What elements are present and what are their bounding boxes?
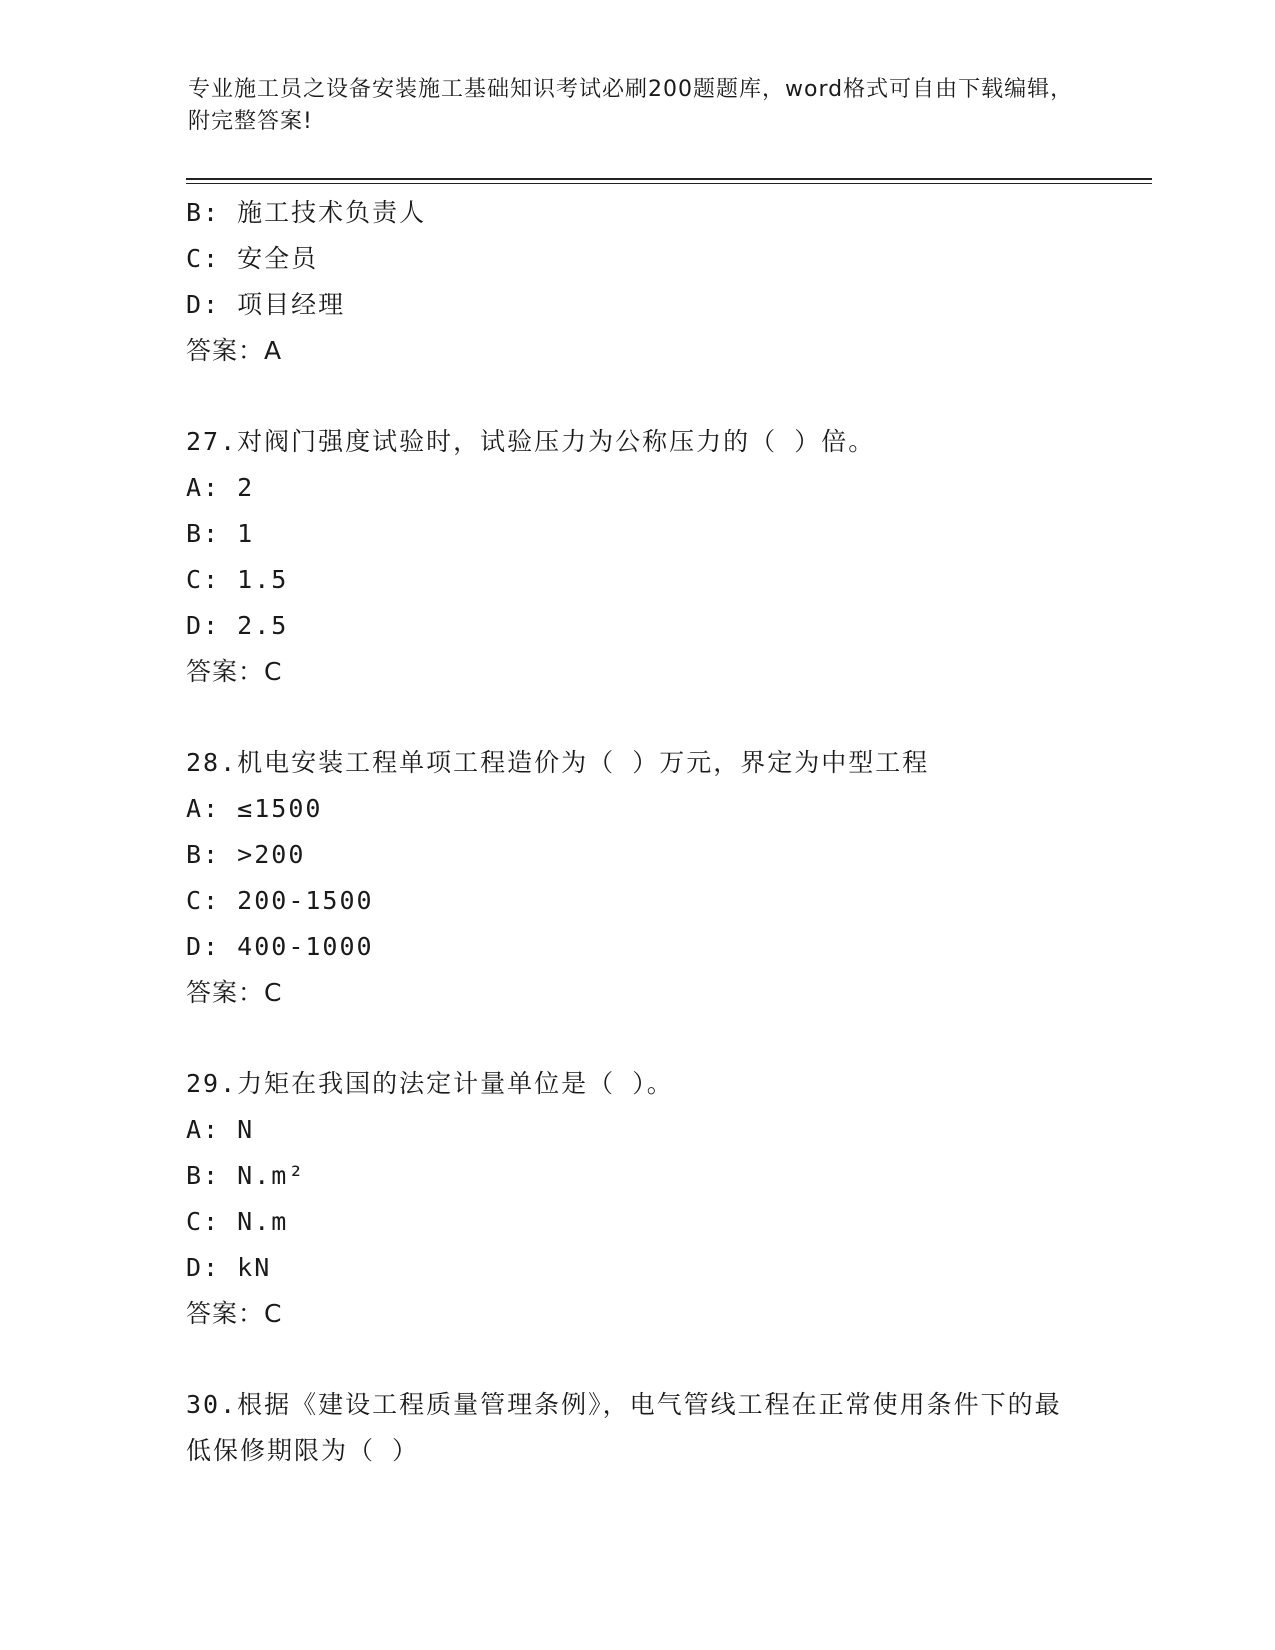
option-text: ≤1500	[237, 794, 323, 823]
option-a	[186, 786, 1086, 832]
question-text: 29.力矩在我国的法定计量单位是（ ）。	[186, 1069, 674, 1098]
option-text: >200	[237, 840, 306, 869]
option-text: N.m²	[237, 1161, 306, 1190]
option-text: N	[237, 1115, 255, 1144]
question-30	[186, 1382, 1086, 1474]
option-key: B:	[186, 198, 221, 227]
answer-line: 答案：C	[186, 978, 283, 1007]
option-key: C:	[186, 886, 221, 915]
question-28	[186, 740, 1086, 1015]
option-text: 1.5	[237, 565, 289, 594]
option-text: 2.5	[237, 611, 289, 640]
option-text: 400-1000	[237, 932, 374, 961]
option-text: 项目经理	[237, 290, 346, 319]
option-b	[186, 190, 1086, 236]
option-c	[186, 1199, 1086, 1245]
option-a	[186, 465, 1086, 511]
option-b	[186, 511, 1086, 557]
option-key: B:	[186, 1161, 221, 1190]
option-text: 施工技术负责人	[237, 198, 427, 227]
option-key: A:	[186, 473, 221, 502]
option-text: 安全员	[237, 244, 319, 273]
header-rule-thin	[186, 183, 1152, 184]
option-d	[186, 282, 1086, 328]
option-text: N.m	[237, 1207, 289, 1236]
option-key: A:	[186, 794, 221, 823]
answer-line: 答案：A	[186, 336, 283, 365]
answer-line: 答案：C	[186, 657, 283, 686]
option-key: B:	[186, 840, 221, 869]
question-26-continued	[186, 190, 1086, 373]
option-text: 2	[237, 473, 255, 502]
option-text: 1	[237, 519, 255, 548]
option-a	[186, 1107, 1086, 1153]
option-key: B:	[186, 519, 221, 548]
option-key: D:	[186, 290, 221, 319]
option-b	[186, 832, 1086, 878]
answer-line: 答案：C	[186, 1299, 283, 1328]
option-key: C:	[186, 244, 221, 273]
option-key: C:	[186, 565, 221, 594]
option-key: C:	[186, 1207, 221, 1236]
question-text: 30.根据《建设工程质量管理条例》，电气管线工程在正常使用条件下的最低保修期限为（ ）	[186, 1390, 1062, 1465]
option-key: D:	[186, 932, 221, 961]
option-key: A:	[186, 1115, 221, 1144]
option-c	[186, 557, 1086, 603]
option-d	[186, 924, 1086, 970]
option-d	[186, 1245, 1086, 1291]
header-rule-thick	[186, 178, 1152, 180]
question-27	[186, 419, 1086, 694]
option-b	[186, 1153, 1086, 1199]
question-list	[186, 190, 1086, 1474]
question-text: 28.机电安装工程单项工程造价为（ ）万元，界定为中型工程	[186, 748, 930, 777]
option-text: kN	[237, 1253, 272, 1282]
document-header: 专业施工员之设备安装施工基础知识考试必刷200题题库，word格式可自由下载编辑，附完整答案!	[188, 77, 1074, 134]
option-key: D:	[186, 611, 221, 640]
question-29	[186, 1061, 1086, 1336]
option-text: 200-1500	[237, 886, 374, 915]
option-key: D:	[186, 1253, 221, 1282]
option-d	[186, 603, 1086, 649]
question-text: 27.对阀门强度试验时，试验压力为公称压力的（ ）倍。	[186, 427, 876, 456]
option-c	[186, 878, 1086, 924]
option-c	[186, 236, 1086, 282]
